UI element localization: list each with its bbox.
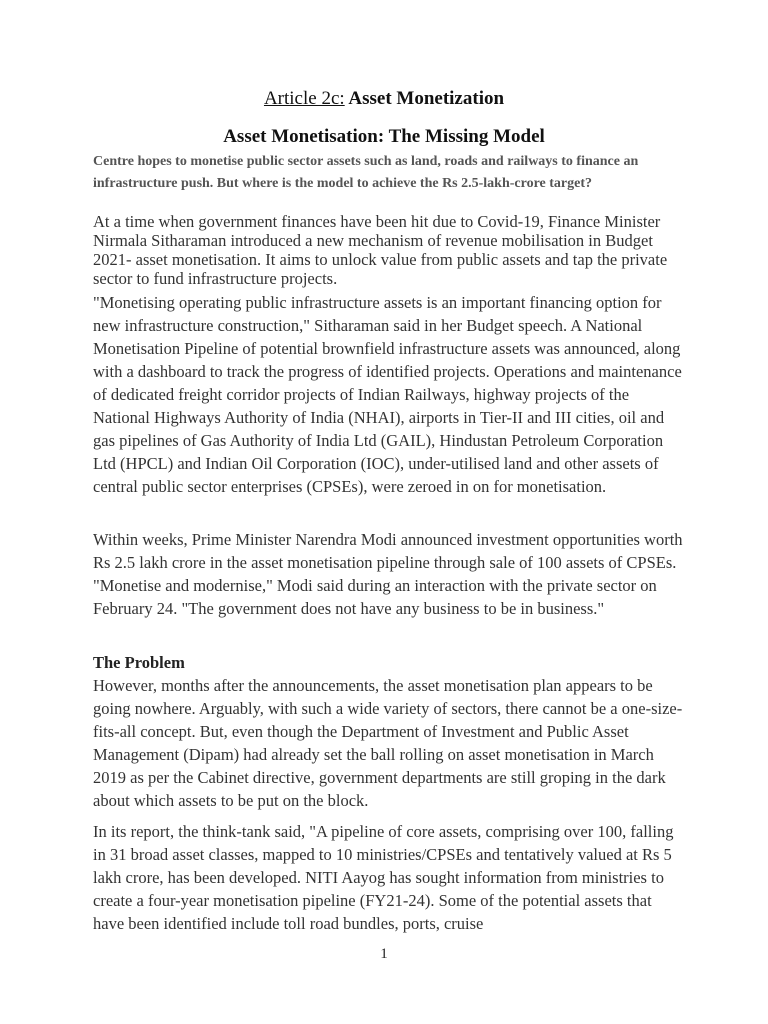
paragraph-2: "Monetising operating public infrastructure assets is an important financing option for new infrastructure construction," Sitharaman said in her Budget speech. A National Monetisation Pipeline of potential brownfield infrastructure assets was announced, along with a dashboard to track the progress of identified projects. Operations and maintenance of dedicated freight corridor projects of Indian Railways, highway projects of the National Highways Authority of India (NHAI), airports in Tier-II and III cities, oil and gas pipelines of Gas Authority of India Ltd (GAIL), Hindustan Petroleum Corporation Ltd (HPCL) and Indian Oil Corporation (IOC), under-utilised land and other assets of central public sector enterprises (CPSEs), were zeroed in on for monetisation. [93,293,682,496]
page-number: 1 [380,946,388,962]
article-heading [0,88,768,110]
article-standfirst: Centre hopes to monetise public sector assets such as land, roads and railways to finance an infrastructure push. But where is the model to achieve the Rs 2.5-lakh-crore target? [93,154,639,191]
paragraph-3: Within weeks, Prime Minister Narendra Modi announced investment opportunities worth Rs 2.5 lakh crore in the asset monetisation pipeline through sale of 100 assets of CPSEs. "Monetise and modernise," Modi said during an interaction with the private sector on February 24. "The government does not have any business to be in business." [93,530,683,618]
article-topic: Asset Monetization [348,88,505,109]
paragraph-4: However, months after the announcements, the asset monetisation plan appears to be going nowhere. Arguably, with such a wide variety of sectors, there cannot be a one-size-fits-all concept. But, even though the Department of Investment and Public Asset Management (Dipam) had already set the ball rolling on asset monetisation in March 2019 as per the Cabinet directive, government departments are still groping in the dark about which assets to be put on the block. [93,676,683,810]
article-title: Asset Monetisation: The Missing Model [223,126,545,147]
paragraph-5: In its report, the think-tank said, "A pipeline of core assets, comprising over 100, falling in 31 broad asset classes, mapped to 10 ministries/CPSEs and tentatively valued at Rs 5 lakh crore, has been developed. NITI Aayog has sought information from ministries to create a four-year monetisation pipeline (FY21-24). Some of the potential assets that have been identified include toll road bundles, ports, cruise [93,822,674,933]
paragraph-1: At a time when government finances have been hit due to Covid-19, Finance Minister Nirmala Sitharaman introduced a new mechanism of revenue mobilisation in Budget 2021- asset monetisation. It aims to unlock value from public assets and tap the private sector to fund infrastructure projects. [93,212,668,288]
section-heading: The Problem [93,653,185,672]
article-label: Article 2c: [263,88,345,109]
